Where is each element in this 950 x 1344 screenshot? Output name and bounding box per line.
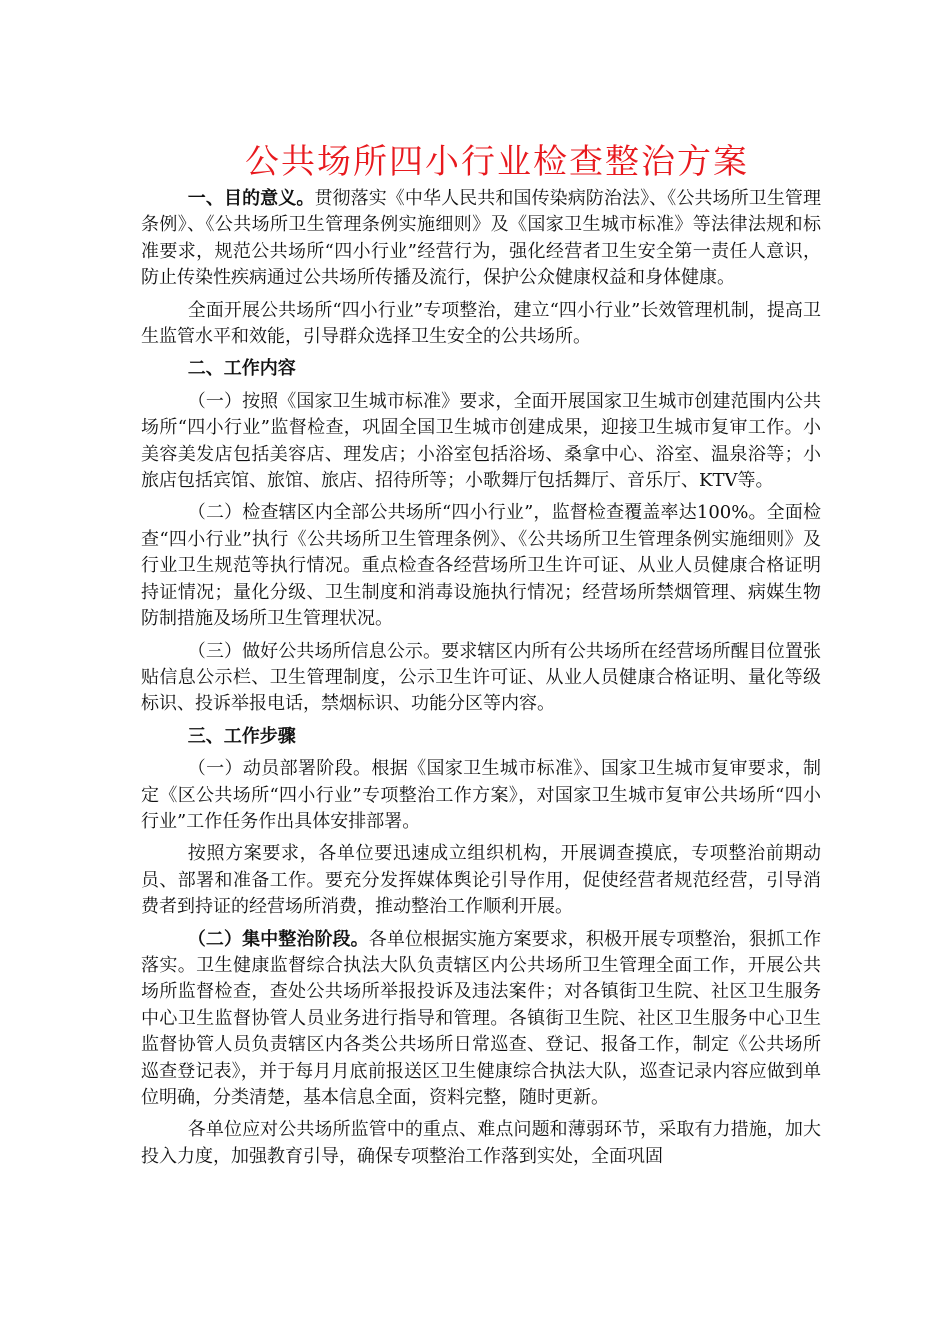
paragraph-lead: （二）集中整治阶段。 — [187, 928, 369, 950]
paragraph-text: 贯彻落实《中华人民共和国传染病防治法》、《公共场所卫生管理条例》、《公共场所卫生管理条例实施细则》及《国家卫生城市标准》等法律法规和标准要求，规范公共场所“四小行业”经营行为，强化经营者卫生安全第一责任人意识，防止传染性疾病通过公共场所传播及流行，保护公众健康权益和身体健康。 — [141, 188, 821, 289]
paragraph: （一）动员部署阶段。根据《国家卫生城市标准》、国家卫生城市复审要求，制定《区公共场所“四小行业”专项整治工作方案》，对国家卫生城市复审公共场所“四小行业”工作任务作出具体安排部署。 — [141, 758, 821, 832]
document-title: 公共场所四小行业检查整治方案 — [245, 142, 749, 182]
paragraph-text: 各单位根据实施方案要求，积极开展专项整治，狠抓工作落实。卫生健康监督综合执法大队负责辖区内公共场所卫生管理全面工作，开展公共场所监督检查，查处公共场所举报投诉及违法案件；对各镇街卫生院、社区卫生服务中心卫生监督协管人员业务进行指导和管理。各镇街卫生院、社区卫生服务中心卫生监督协管人员负责辖区内各类公共场所日常巡查、登记、报备工作，制定《公共场所巡查登记表》，并于每月月底前报送区卫生健康综合执法大队，巡查记录内容应做到单位明确，分类清楚，基本信息全面，资料完整，随时更新。 — [141, 928, 822, 1108]
paragraph: 各单位应对公共场所监管中的重点、难点问题和薄弱环节，采取有力措施，加大投入力度，加强教育引导，确保专项整治工作落到实处，全面巩固 — [141, 1119, 821, 1167]
paragraph: （三）做好公共场所信息公示。要求辖区内所有公共场所在经营场所醒目位置张贴信息公示栏、卫生管理制度，公示卫生许可证、从业人员健康合格证明、量化等级标识、投诉举报电话，禁烟标识、功能分区等内容。 — [141, 640, 821, 715]
paragraph: （二）检查辖区内全部公共场所“四小行业”，监督检查覆盖率达100%。全面检查“四小行业”执行《公共场所卫生管理条例》、《公共场所卫生管理条例实施细则》及行业卫生规范等执行情况。重点检查各经营场所卫生许可证、从业人员健康合格证明持证情况；量化分级、卫生制度和消毒设施执行情况；经营场所禁烟管理、病媒生物防制措施及场所卫生管理状况。 — [141, 502, 821, 630]
section-heading: 二、工作内容 — [187, 358, 296, 380]
paragraph: 全面开展公共场所“四小行业”专项整治，建立“四小行业”长效管理机制，提高卫生监管水平和效能，引导群众选择卫生安全的公共场所。 — [141, 299, 821, 348]
document-body — [141, 186, 821, 1176]
paragraph-lead: 一、目的意义。 — [187, 188, 315, 209]
paragraph-concentrated-rectification — [141, 927, 821, 1112]
paragraph-purpose — [141, 186, 821, 292]
paragraph: （一）按照《国家卫生城市标准》要求，全面开展国家卫生城市创建范围内公共场所“四小行业”监督检查，巩固全国卫生城市创建成果，迎接卫生城市复审工作。小美容美发店包括美容店、理发店；小浴室包括浴场、桑拿中心、浴室、温泉浴等；小旅店包括宾馆、旅馆、旅店、招待所等；小歌舞厅包括舞厅、音乐厅、KTV等。 — [141, 390, 821, 492]
section-heading: 三、工作步骤 — [187, 725, 296, 747]
paragraph: 按照方案要求，各单位要迅速成立组织机构，开展调查摸底，专项整治前期动员、部署和准备工作。要充分发挥媒体舆论引导作用，促使经营者规范经营，引导消费者到持证的经营场所消费，推动整治工作顺利开展。 — [141, 843, 821, 918]
